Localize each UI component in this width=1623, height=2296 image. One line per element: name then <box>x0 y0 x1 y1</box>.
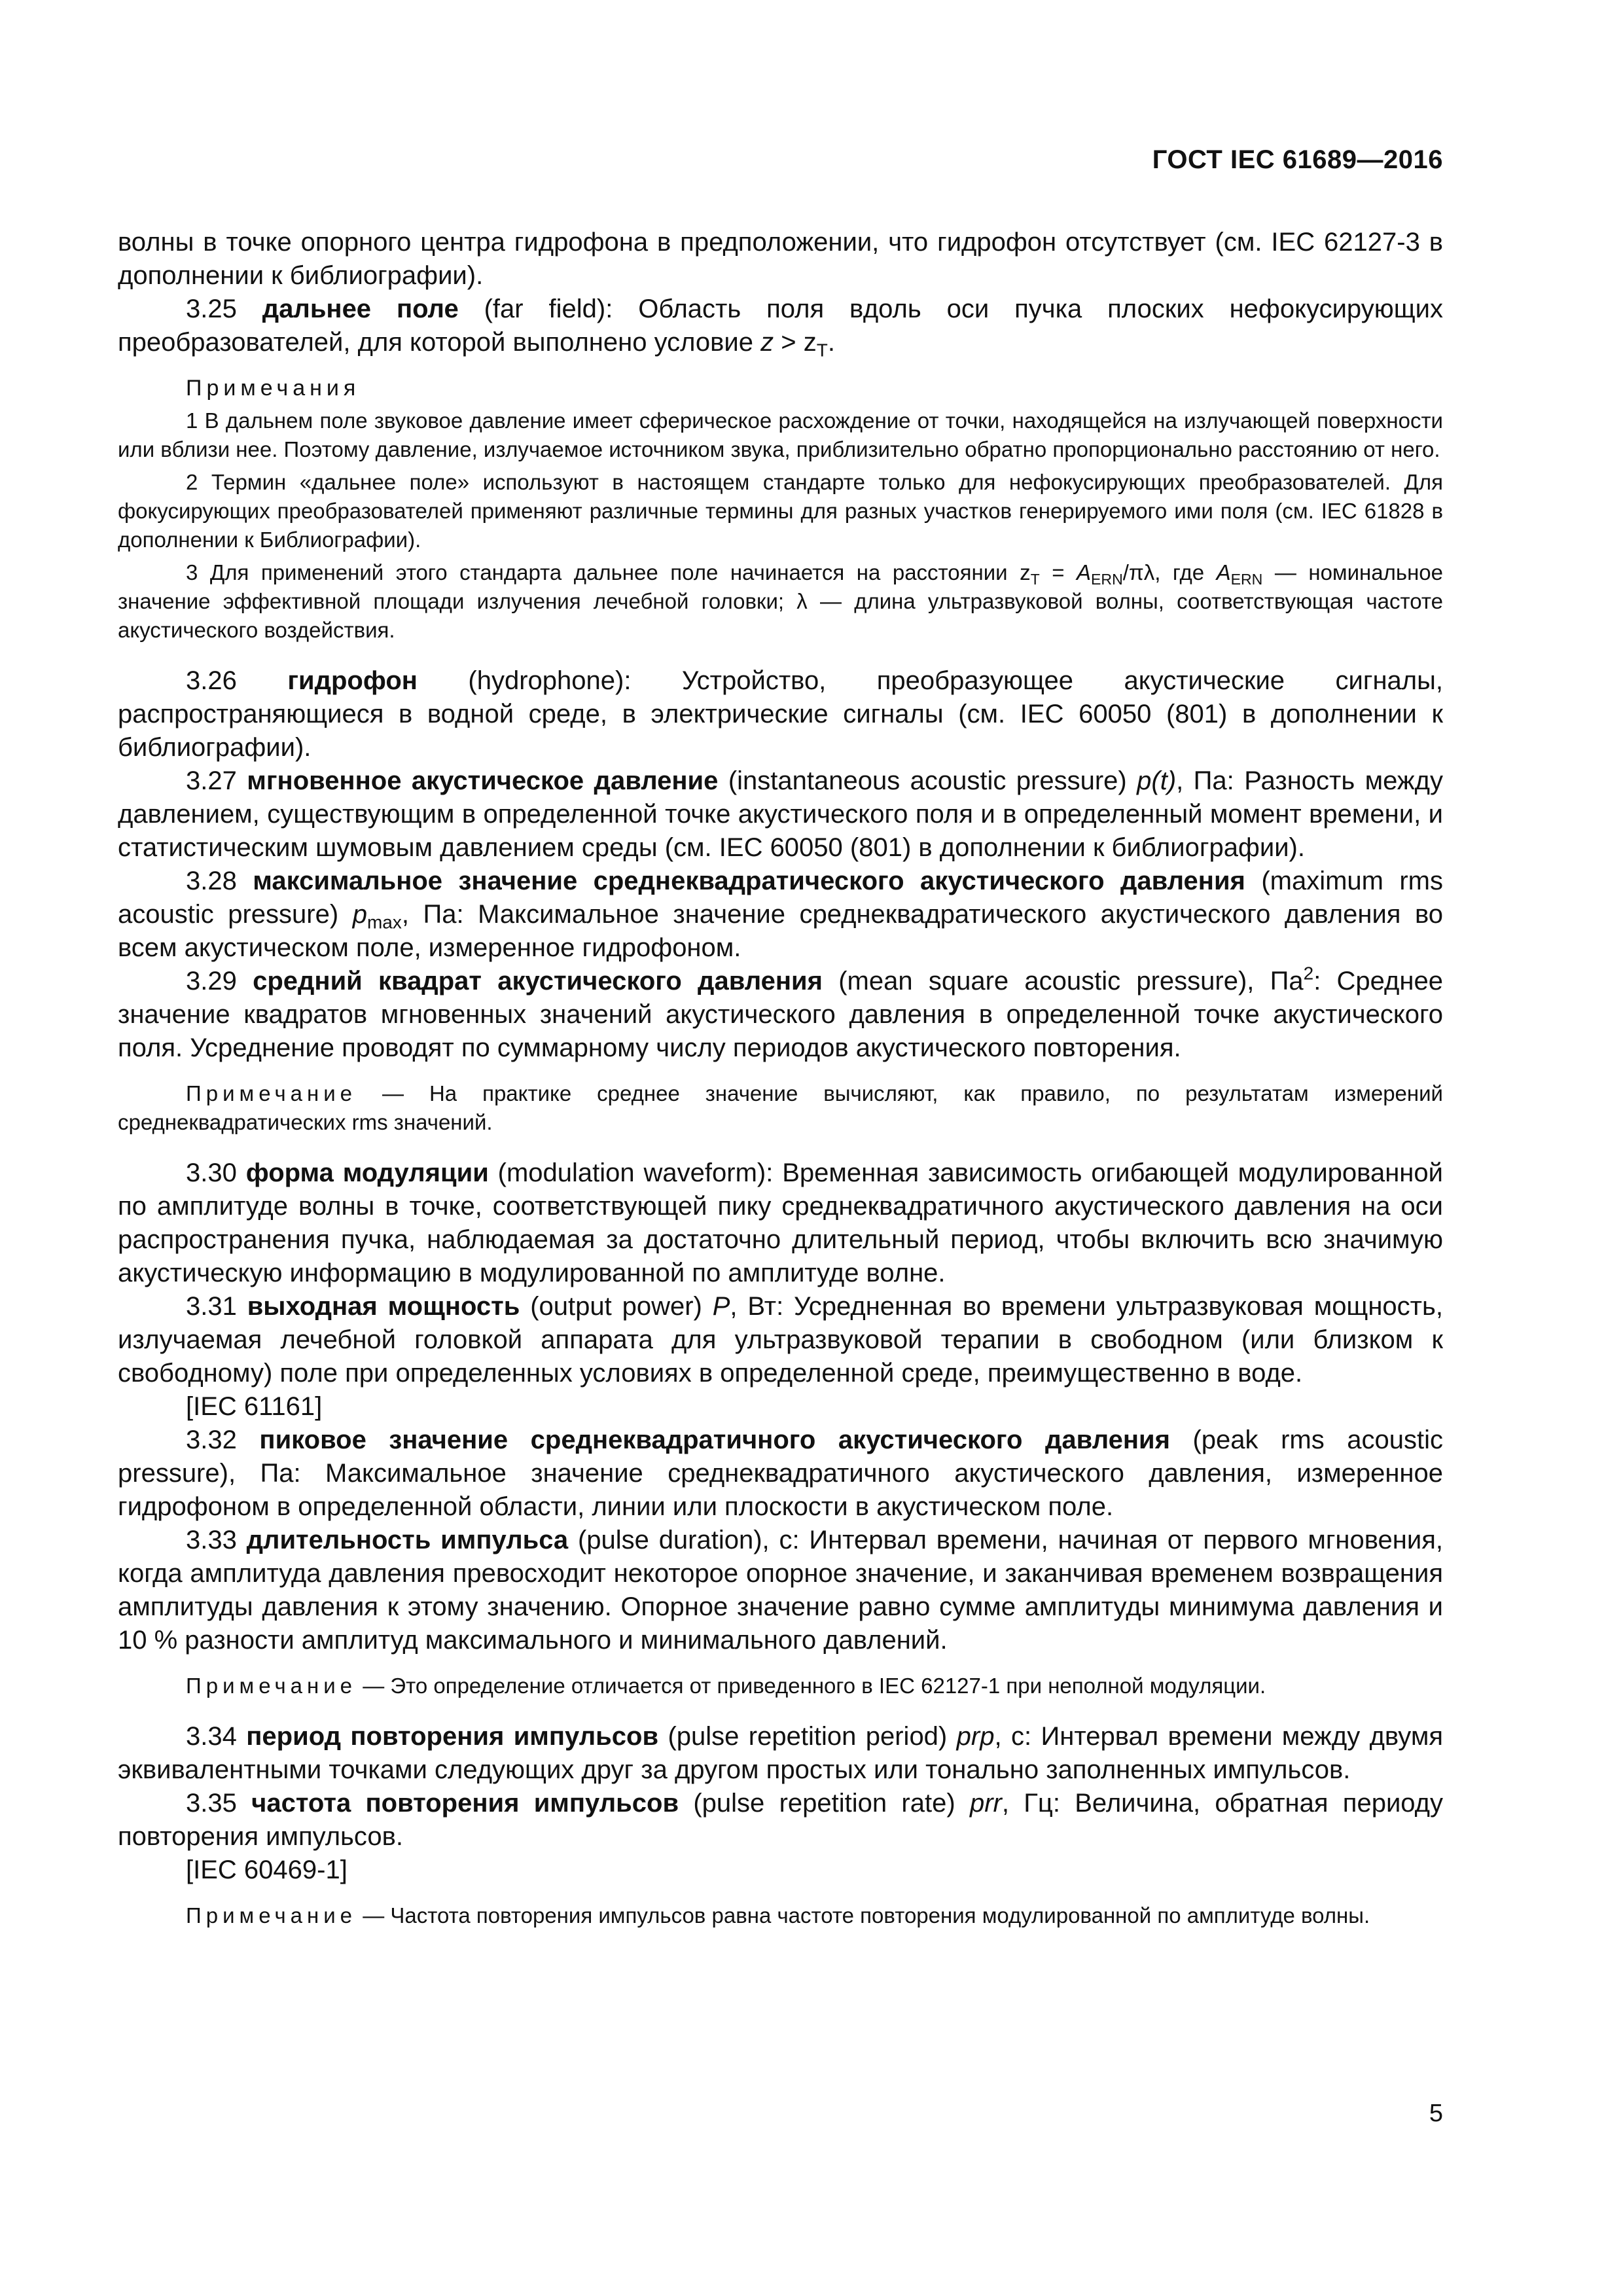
note-3-35 <box>118 1901 1443 1930</box>
term: максимальное значение среднеквадратического акустического давления <box>253 867 1245 895</box>
notes-heading: Примечания <box>186 376 361 401</box>
definition-3-31 <box>118 1290 1443 1390</box>
symbol: prp <box>956 1722 995 1751</box>
subscript: T <box>1030 570 1040 588</box>
symbol: p(t) <box>1137 766 1177 795</box>
definition-3-30 <box>118 1157 1443 1290</box>
note <box>118 1901 1443 1930</box>
definition-text: (instantaneous acoustic pressure) <box>728 766 1127 795</box>
subscript: ERN <box>1230 570 1263 588</box>
definition-text: (pulse repetition period) <box>668 1722 948 1751</box>
term: выходная мощность <box>247 1292 520 1321</box>
source-reference: [IEC 61161] <box>186 1392 323 1421</box>
definition-text: (mean square acoustic pressure), Па <box>838 967 1304 996</box>
note-label: Примечание <box>186 1903 357 1928</box>
note-text: = <box>1039 560 1077 584</box>
subscript: T <box>816 340 828 361</box>
definition-3-34 <box>118 1720 1443 1787</box>
symbol: A <box>1216 560 1231 584</box>
clause-number: 3.33 <box>186 1526 237 1554</box>
definition-text: (hydrophone): Устройство, преобразующее акустические сигналы, распространяющиеся в водной среде, в электрические сигналы (см. IEC 60050 (801) в дополнении к библиографии). <box>118 666 1443 762</box>
definition-3-32 <box>118 1424 1443 1524</box>
note-2: 2 Термин «дальнее поле» используют в настоящем стандарте только для нефокусирующих преобразователей. Для фокусирующих преобразователей применяют различные термины для разных участков генерируемого ими поля (см. IEC 61828 в дополнении к Библиографии). <box>118 470 1443 552</box>
note <box>118 1079 1443 1137</box>
symbol: p <box>352 900 367 929</box>
notes-3-25 <box>118 374 1443 645</box>
definition-text: (pulse duration), с: Интервал времени, начиная от первого мгновения, когда амплитуда давления превосходит некоторое опорное значение, и заканчивая временем возвращения амплитуды давления к этому значению. Опорное значение равно сумме амплитуды минимума давления и 10 % разности амплитуд максимального и минимального давлений. <box>118 1526 1443 1655</box>
continued-paragraph: волны в точке опорного центра гидрофона в предположении, что гидрофон отсутствует (см. IEC 62127-3 в дополнении к библиографии). <box>118 228 1443 290</box>
term: гидрофон <box>287 666 418 695</box>
clause-number: 3.27 <box>186 766 237 795</box>
symbol: A <box>1077 560 1092 584</box>
superscript: 2 <box>1303 963 1314 984</box>
note-text: 3 Для применений этого стандарта дальнее поле начинается на расстоянии z <box>186 560 1031 584</box>
page-content <box>118 226 1443 1950</box>
term: дальнее поле <box>262 295 459 323</box>
clause-number: 3.31 <box>186 1292 237 1321</box>
note <box>118 1672 1443 1700</box>
definition-text: (pulse repetition rate) <box>693 1789 955 1818</box>
definition-text: (peak rms acoustic pressure), Па: Максимальное значение среднеквадратичного акустического давления, измеренное гидрофоном в определенной области, линии или плоскости в акустическом поле. <box>118 1426 1443 1521</box>
clause-number: 3.25 <box>186 295 237 323</box>
definition-text: : Среднее значение квадратов мгновенных значений акустического давления в определенной точке акустического поля. Усреднение проводят по суммарному числу периодов акустического повторения. <box>118 967 1443 1062</box>
term: средний квадрат акустического давления <box>253 967 823 996</box>
note-1: 1 В дальнем поле звуковое давление имеет сферическое расхождение от точки, находящейся на излучающей поверхности или вблизи нее. Поэтому давление, излучаемое источником звука, приблизительно обратно пропорционально расстоянию от него. <box>118 408 1443 461</box>
page-number: 5 <box>1429 2100 1443 2127</box>
note-text: — Частота повторения импульсов равна частоте повторения модулированной по амплитуде волны. <box>363 1903 1370 1928</box>
definition-3-28 <box>118 865 1443 965</box>
symbol: prr <box>969 1789 1002 1818</box>
term: пиковое значение среднеквадратичного акустического давления <box>259 1426 1170 1454</box>
clause-number: 3.30 <box>186 1158 237 1187</box>
symbol: P <box>712 1292 730 1321</box>
punct: . <box>827 328 835 357</box>
note-3 <box>118 558 1443 645</box>
clause-number: 3.35 <box>186 1789 237 1818</box>
subscript: max <box>366 912 402 933</box>
definition-3-33 <box>118 1524 1443 1657</box>
note-label: Примечание <box>186 1081 357 1105</box>
definition-text: , Па: Разность между давлением, существующим в определенной точке акустического поля и в определенный момент времени, и статистическим шумовым давлением среды (см. IEC 60050 (801) в дополнении к библиографии). <box>118 766 1443 862</box>
note-3-33 <box>118 1672 1443 1700</box>
clause-number: 3.32 <box>186 1426 237 1454</box>
definition-3-25 <box>118 293 1443 359</box>
note-3-29 <box>118 1079 1443 1137</box>
definition-3-26 <box>118 664 1443 764</box>
term: длительность импульса <box>246 1526 569 1554</box>
definition-text: , с: Интервал времени между двумя эквивалентными точками следующих друг за другом простых или тонально заполненных импульсов. <box>118 1722 1444 1784</box>
definition-text: , Па: Максимальное значение среднеквадратического акустического давления во всем акустическом поле, измеренное гидрофоном. <box>118 900 1444 962</box>
term: форма модуляции <box>245 1158 489 1187</box>
note-text: — номинальное значение эффективной площади излучения лечебной головки; λ — длина ультразвуковой волны, соответствующая частоте акустического воздействия. <box>118 560 1444 642</box>
symbol: z <box>760 328 774 357</box>
definition-text: , Вт: Усредненная во времени ультразвуковая мощность, излучаемая лечебной головкой аппарата для ультразвуковой терапии в свободном (или близком к свободному) поле при определенных условиях в определенной среде, преимущественно в воде. <box>118 1292 1443 1388</box>
standard-header: ГОСТ IEC 61689—2016 <box>1152 145 1443 174</box>
note-text: — Это определение отличается от приведенного в IEC 62127-1 при неполной модуляции. <box>363 1674 1266 1698</box>
definition-text: , Гц: Величина, обратная периоду повторения импульсов. <box>118 1789 1444 1851</box>
definition-text: (output power) <box>530 1292 702 1321</box>
note-text: /πλ, где <box>1122 560 1217 584</box>
definition-text: (modulation waveform): Временная зависимость огибающей модулированной по амплитуде волны в точке, соответствующей пику среднеквадратичного акустического давления на оси распространения пучка, наблюдаемая за достаточно длительный период, чтобы включить всю значимую акустическую информацию в модулированной по амплитуде волне. <box>118 1158 1443 1287</box>
term: период повторения импульсов <box>246 1722 659 1751</box>
definition-3-29 <box>118 965 1443 1065</box>
clause-number: 3.26 <box>186 666 237 695</box>
definition-3-27 <box>118 764 1443 865</box>
definition-text: (far field): Область поля вдоль оси пучка плоских нефокусирующих преобразователей, для которой выполнено условие <box>118 295 1443 357</box>
clause-number: 3.29 <box>186 967 237 996</box>
note-label: Примечание <box>186 1674 357 1698</box>
term: мгновенное акустическое давление <box>247 766 719 795</box>
subscript: ERN <box>1091 570 1123 588</box>
definition-text: (maximum rms acoustic pressure) <box>118 867 1444 929</box>
definition-3-35 <box>118 1787 1443 1854</box>
source-reference: [IEC 60469-1] <box>186 1856 348 1884</box>
condition: > z <box>774 328 817 357</box>
term: частота повторения импульсов <box>251 1789 679 1818</box>
note-text: — На практике среднее значение вычисляют, как правило, по результатам измерений среднеквадратических rms значений. <box>118 1081 1443 1134</box>
clause-number: 3.28 <box>186 867 237 895</box>
clause-number: 3.34 <box>186 1722 237 1751</box>
